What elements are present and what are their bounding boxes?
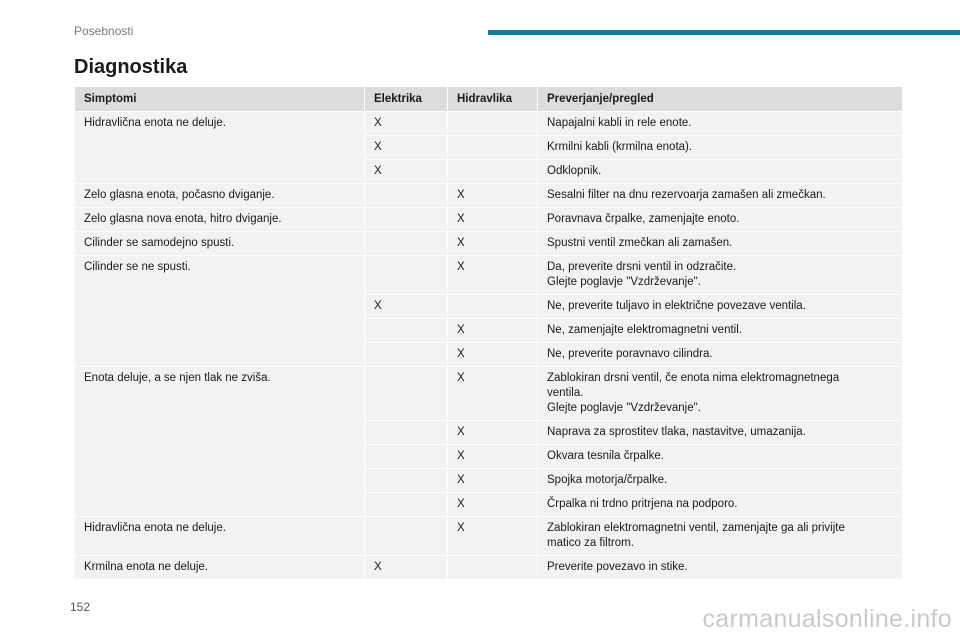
check-cell: Da, preverite drsni ventil in odzračite. Glejte poglavje "Vzdrževanje". [538, 256, 903, 295]
header-accent-bar [488, 30, 960, 35]
column-header-symptoms: Simptomi [75, 87, 365, 112]
electric-cell [365, 445, 448, 469]
electric-cell [365, 343, 448, 367]
electric-cell [365, 517, 448, 556]
column-header-electric: Elektrika [365, 87, 448, 112]
symptom-cell: Zelo glasna enota, počasno dviganje. [75, 184, 365, 208]
table-body [75, 112, 903, 580]
electric-cell: X [365, 136, 448, 160]
table-header-row [75, 87, 903, 112]
check-cell: Naprava za sprostitev tlaka, nastavitve, umazanija. [538, 421, 903, 445]
check-cell: Krmilni kabli (krmilna enota). [538, 136, 903, 160]
table-row [75, 232, 903, 256]
hydraulic-cell: X [448, 421, 538, 445]
symptom-cell: Cilinder se ne spusti. [75, 256, 365, 367]
electric-cell: X [365, 160, 448, 184]
hydraulic-cell [448, 295, 538, 319]
electric-cell [365, 367, 448, 421]
symptom-cell: Cilinder se samodejno spusti. [75, 232, 365, 256]
electric-cell [365, 493, 448, 517]
hydraulic-cell [448, 556, 538, 580]
electric-cell: X [365, 556, 448, 580]
column-header-hydraulic: Hidravlika [448, 87, 538, 112]
hydraulic-cell: X [448, 232, 538, 256]
hydraulic-cell: X [448, 469, 538, 493]
symptom-cell: Zelo glasna nova enota, hitro dviganje. [75, 208, 365, 232]
hydraulic-cell [448, 112, 538, 136]
table-row [75, 112, 903, 136]
electric-cell [365, 256, 448, 295]
electric-cell: X [365, 112, 448, 136]
electric-cell [365, 184, 448, 208]
check-cell: Ne, preverite poravnavo cilindra. [538, 343, 903, 367]
table-row [75, 208, 903, 232]
hydraulic-cell [448, 160, 538, 184]
symptom-cell: Hidravlična enota ne deluje. [75, 112, 365, 184]
symptom-cell: Hidravlična enota ne deluje. [75, 517, 365, 556]
table-row [75, 517, 903, 556]
electric-cell [365, 232, 448, 256]
watermark: carmanualsonline.info [702, 605, 952, 633]
check-cell: Črpalka ni trdno pritrjena na podporo. [538, 493, 903, 517]
check-cell: Odklopnik. [538, 160, 903, 184]
check-cell: Spojka motorja/črpalke. [538, 469, 903, 493]
hydraulic-cell: X [448, 445, 538, 469]
check-cell: Zablokiran drsni ventil, če enota nima elektromagnetnega ventila. Glejte poglavje "Vzdrževanje". [538, 367, 903, 421]
table-row [75, 256, 903, 295]
table-row [75, 367, 903, 421]
table-row [75, 184, 903, 208]
hydraulic-cell: X [448, 517, 538, 556]
hydraulic-cell: X [448, 256, 538, 295]
check-cell: Zablokiran elektromagnetni ventil, zamenjajte ga ali privijte matico za filtrom. [538, 517, 903, 556]
table-row [75, 556, 903, 580]
page-number: 152 [70, 600, 91, 614]
page-title: Diagnostika [74, 56, 188, 78]
diagnostics-table [74, 86, 903, 580]
symptom-cell: Enota deluje, a se njen tlak ne zviša. [75, 367, 365, 517]
check-cell: Napajalni kabli in rele enote. [538, 112, 903, 136]
electric-cell: X [365, 295, 448, 319]
check-cell: Sesalni filter na dnu rezervoarja zamašen ali zmečkan. [538, 184, 903, 208]
check-cell: Okvara tesnila črpalke. [538, 445, 903, 469]
electric-cell [365, 421, 448, 445]
check-cell: Spustni ventil zmečkan ali zamašen. [538, 232, 903, 256]
electric-cell [365, 469, 448, 493]
section-label: Posebnosti [74, 24, 134, 38]
electric-cell [365, 208, 448, 232]
check-cell: Ne, preverite tuljavo in električne povezave ventila. [538, 295, 903, 319]
hydraulic-cell: X [448, 343, 538, 367]
column-header-check: Preverjanje/pregled [538, 87, 903, 112]
hydraulic-cell: X [448, 367, 538, 421]
check-cell: Poravnava črpalke, zamenjajte enoto. [538, 208, 903, 232]
hydraulic-cell: X [448, 184, 538, 208]
symptom-cell: Krmilna enota ne deluje. [75, 556, 365, 580]
hydraulic-cell: X [448, 493, 538, 517]
hydraulic-cell: X [448, 208, 538, 232]
electric-cell [365, 319, 448, 343]
hydraulic-cell: X [448, 319, 538, 343]
check-cell: Ne, zamenjajte elektromagnetni ventil. [538, 319, 903, 343]
check-cell: Preverite povezavo in stike. [538, 556, 903, 580]
hydraulic-cell [448, 136, 538, 160]
